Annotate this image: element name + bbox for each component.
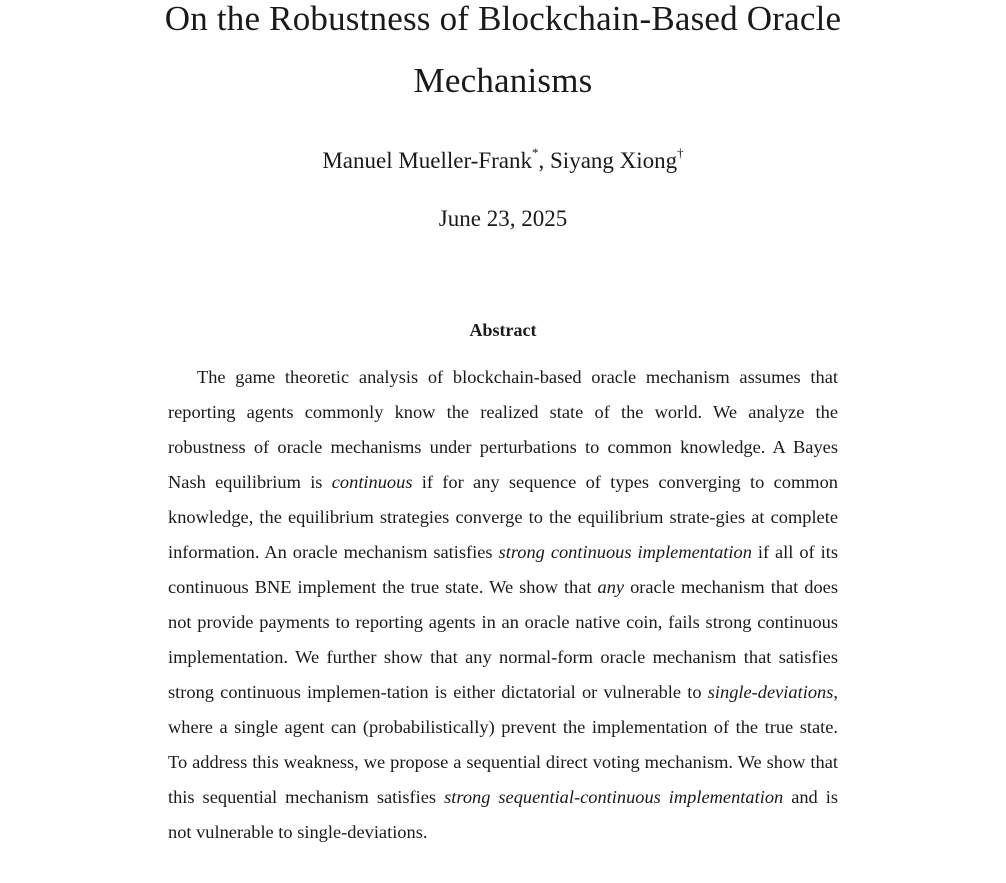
author-footnote-mark[interactable]: † <box>677 145 684 160</box>
abstract-emphasis: strong sequential-continuous implementation <box>444 787 784 807</box>
author-name: Siyang Xiong <box>550 148 678 173</box>
abstract-segment: and is not vulnerable to single-deviations. <box>168 787 839 842</box>
abstract-emphasis: continuous <box>331 472 413 492</box>
author-footnote-mark[interactable]: * <box>532 145 539 160</box>
paper-date: June 23, 2025 <box>438 206 568 231</box>
abstract-segment: if for any sequence of types converging to common knowledge, the equilibrium strategies converge to the equilibrium strate-gies at complete information. An oracle mechanism satisfies <box>168 472 838 562</box>
abstract-segment: The game theoretic analysis of blockchain-based oracle mechanism assumes that reporting agents commonly know the realized state of the world. We analyze the robustness of oracle mechanisms under perturbations to common knowledge. A Bayes Nash equilibrium is <box>168 367 838 492</box>
abstract-emphasis: strong continuous implementation <box>498 542 752 562</box>
paper-title: On the Robustness of Blockchain-Based Oracle Mechanisms <box>164 0 842 100</box>
abstract-text <box>168 360 838 850</box>
author-separator: , <box>538 148 551 173</box>
author-name: Manuel Mueller-Frank <box>322 148 533 173</box>
abstract-segment: if all of its continuous BNE implement the true state. We show that <box>168 542 838 597</box>
abstract-emphasis: any <box>597 577 625 597</box>
abstract-segment: oracle mechanism that does not provide payments to reporting agents in an oracle native coin, fails strong continuous implementation. We further show that any normal-form oracle mechanism that satisfies strong continuous implemen-tation is either dictatorial or vulnerable to <box>168 577 838 702</box>
abstract-heading: Abstract <box>469 320 537 340</box>
author-line <box>0 146 1006 176</box>
abstract-emphasis: single-deviations <box>707 682 834 702</box>
abstract-segment: , where a single agent can (probabilistically) prevent the implementation of the true state. To address this weakness, we propose a sequential direct voting mechanism. We show that this sequential mechanism satisfies <box>168 682 838 807</box>
